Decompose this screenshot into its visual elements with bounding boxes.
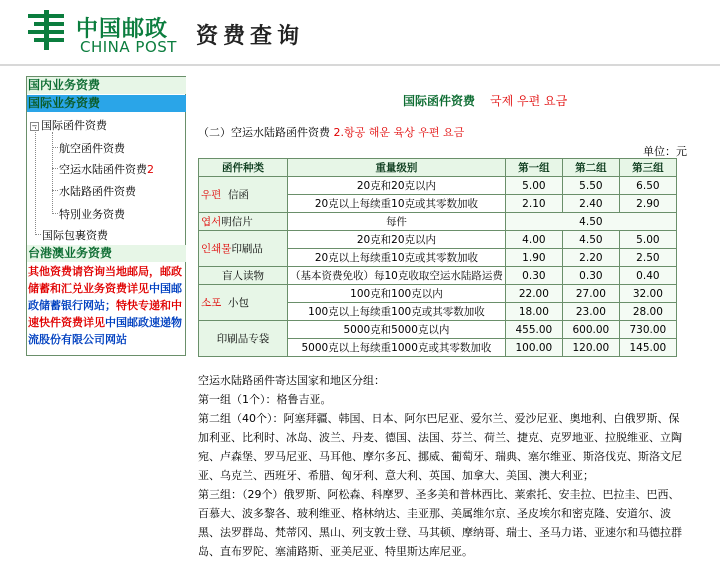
category-printed bbox=[199, 231, 288, 267]
country-group-3: 第三组：（29个）俄罗斯、阿松森、科摩罗、圣多美和普林西比、莱索托、安圭拉、巴拉圭、巴西、百慕大、波多黎各、玻利维亚、格林纳达、圭亚那、美属维尔京、圣皮埃尔和密克隆、安道尔、波黑、法罗群岛、梵蒂冈、黑山、列支敦士登、马其顿、摩纳哥、瑞士、圣马力诺、亚速尔和马德拉群岛、直布罗陀、塞浦路斯、亚美尼亚、特里斯达库尼亚。 bbox=[198, 488, 682, 558]
tree-item-sal[interactable] bbox=[59, 161, 154, 177]
page-header-title: 资费查询 bbox=[196, 24, 305, 49]
weight-cell: 20克以上每续重10克或其零数加收 bbox=[288, 195, 506, 213]
price-cell: 2.10 bbox=[505, 195, 562, 213]
col-header-weight: 重量级别 bbox=[288, 159, 506, 177]
country-groups-intro: 空运水陆路函件寄达国家和地区分组： bbox=[198, 374, 385, 387]
col-header-group3: 第三组 bbox=[619, 159, 676, 177]
price-cell: 32.00 bbox=[619, 285, 676, 303]
category-korean: 소포 bbox=[201, 297, 222, 309]
category-label: 小包 bbox=[227, 297, 249, 309]
tree-item-surface[interactable]: 水陆路函件资费 bbox=[59, 185, 136, 198]
logo-english-name: CHINA POST bbox=[80, 38, 177, 56]
tree-item-annotation: 2 bbox=[147, 163, 154, 176]
tree-item-label: 空运水陆函件资费 bbox=[59, 163, 147, 176]
site-header bbox=[0, 0, 720, 66]
table-row bbox=[199, 285, 677, 303]
nav-domestic-rates[interactable]: 国内业务资费 bbox=[27, 77, 186, 94]
price-cell: 4.00 bbox=[505, 231, 562, 249]
category-letter bbox=[199, 177, 288, 213]
main-content bbox=[198, 66, 698, 576]
tree-line bbox=[52, 147, 58, 148]
country-group-2: 第二组（40个）：阿塞拜疆、韩国、日本、阿尔巴尼亚、爱尔兰、爱沙尼亚、奥地利、白俄罗斯、保加利亚、比利时、冰岛、波兰、丹麦、德国、法国、芬兰、荷兰、捷克、克罗地亚、拉脱维亚、立陶宛、卢森堡、罗马尼亚、马耳他、摩尔多瓦、挪威、葡萄牙、瑞典、塞尔维亚、斯洛伐克、斯洛文尼亚、乌克兰、西班牙、希腊、匈牙利、意大利、英国、加拿大、美国、澳大利亚； bbox=[198, 412, 682, 482]
weight-cell: 20克和20克以内 bbox=[288, 231, 506, 249]
price-cell: 730.00 bbox=[619, 321, 676, 339]
tree-line bbox=[35, 127, 36, 233]
tree-item-air[interactable]: 航空函件资费 bbox=[59, 142, 125, 155]
section-title-korean: 2.항공 해운 육상 우편 요금 bbox=[333, 126, 465, 139]
tree-line bbox=[52, 132, 53, 214]
price-cell: 120.00 bbox=[562, 339, 619, 357]
weight-cell: 20克以上每续重10克或其零数加收 bbox=[288, 249, 506, 267]
price-cell: 5.00 bbox=[619, 231, 676, 249]
price-cell: 0.40 bbox=[619, 267, 676, 285]
rate-table bbox=[198, 158, 677, 357]
tree-line bbox=[35, 234, 41, 235]
price-cell: 4.50 bbox=[505, 213, 676, 231]
price-cell: 5.00 bbox=[505, 177, 562, 195]
tree-item-label: 国际函件资费 bbox=[41, 119, 107, 132]
category-packet bbox=[199, 285, 288, 321]
category-postcard bbox=[199, 213, 288, 231]
price-cell: 27.00 bbox=[562, 285, 619, 303]
postal-savings-link[interactable]: 中国邮政储蓄银行网站； bbox=[28, 282, 182, 312]
col-header-group1: 第一组 bbox=[505, 159, 562, 177]
weight-cell: （基本资费免收）每10克收取空运水陆路运费 bbox=[288, 267, 506, 285]
price-cell: 2.90 bbox=[619, 195, 676, 213]
china-post-logo-icon bbox=[28, 10, 64, 50]
price-cell: 1.90 bbox=[505, 249, 562, 267]
section-title bbox=[198, 124, 464, 140]
col-header-group2: 第二组 bbox=[562, 159, 619, 177]
tree-item-special[interactable]: 特別业务资费 bbox=[59, 208, 125, 221]
weight-cell: 5000克以上每续重1000克或其零数加收 bbox=[288, 339, 506, 357]
nav-international-rates[interactable]: 国际业务资费 bbox=[27, 95, 186, 112]
category-label: 明信片 bbox=[221, 216, 253, 228]
table-row bbox=[199, 177, 677, 195]
price-cell: 28.00 bbox=[619, 303, 676, 321]
col-header-type: 函件种类 bbox=[199, 159, 288, 177]
table-row bbox=[199, 267, 677, 285]
weight-cell: 每件 bbox=[288, 213, 506, 231]
price-cell: 0.30 bbox=[505, 267, 562, 285]
price-cell: 23.00 bbox=[562, 303, 619, 321]
price-cell: 18.00 bbox=[505, 303, 562, 321]
unit-label: 单位：元 bbox=[643, 145, 687, 158]
table-header-row bbox=[199, 159, 677, 177]
table-row bbox=[199, 321, 677, 339]
price-cell: 455.00 bbox=[505, 321, 562, 339]
price-cell: 100.00 bbox=[505, 339, 562, 357]
category-korean: 엽서 bbox=[201, 216, 222, 228]
price-cell: 2.40 bbox=[562, 195, 619, 213]
price-cell: 6.50 bbox=[619, 177, 676, 195]
price-cell: 2.20 bbox=[562, 249, 619, 267]
table-row bbox=[199, 213, 677, 231]
sidebar-nav bbox=[26, 76, 186, 356]
weight-cell: 100克和100克以内 bbox=[288, 285, 506, 303]
tree-line bbox=[52, 190, 58, 191]
tree-line bbox=[52, 213, 58, 214]
price-cell: 4.50 bbox=[562, 231, 619, 249]
page-title-korean: 국제 우편 요금 bbox=[490, 94, 568, 108]
category-korean: 우편 bbox=[201, 189, 222, 201]
price-cell: 5.50 bbox=[562, 177, 619, 195]
weight-cell: 5000克和5000克以内 bbox=[288, 321, 506, 339]
page-title: 国际函件资费 bbox=[403, 94, 476, 108]
weight-cell: 20克和20克以内 bbox=[288, 177, 506, 195]
price-cell: 600.00 bbox=[562, 321, 619, 339]
logo-chinese-name: 中国邮政 bbox=[76, 17, 169, 42]
price-cell: 145.00 bbox=[619, 339, 676, 357]
category-bag: 印刷品专袋 bbox=[199, 321, 288, 357]
category-label: 信函 bbox=[227, 189, 249, 201]
notice-text: 特快专递和中速快件资费详见 bbox=[28, 299, 182, 329]
collapse-icon[interactable]: − bbox=[31, 122, 38, 130]
weight-cell: 100克以上每续重100克或其零数加收 bbox=[288, 303, 506, 321]
country-group-1: 第一组（1个）：格鲁吉亚。 bbox=[198, 393, 332, 406]
sidebar-notice bbox=[28, 263, 184, 348]
country-groups bbox=[198, 371, 690, 561]
category-label: 印刷品 bbox=[231, 243, 263, 255]
tree-item-parcel[interactable]: 国际包裹资费 bbox=[42, 229, 108, 242]
price-cell: 2.50 bbox=[619, 249, 676, 267]
price-cell: 0.30 bbox=[562, 267, 619, 285]
tree-item-intl-letter[interactable] bbox=[30, 117, 107, 133]
tree-line bbox=[52, 168, 58, 169]
category-blind: 盲人读物 bbox=[199, 267, 288, 285]
table-row bbox=[199, 231, 677, 249]
price-cell: 22.00 bbox=[505, 285, 562, 303]
nav-hk-macau-taiwan-rates[interactable]: 台港澳业务资费 bbox=[27, 245, 186, 262]
section-title-text: （二）空运水陆路函件资费 bbox=[198, 126, 330, 139]
ems-link[interactable]: 中国邮政速递物流股份有限公司网站 bbox=[28, 316, 182, 346]
notice-text: 其他资费请咨询当地邮局，邮政储蓄和汇兑业务资费详见 bbox=[28, 265, 182, 295]
category-korean: 인쇄물 bbox=[201, 243, 232, 255]
